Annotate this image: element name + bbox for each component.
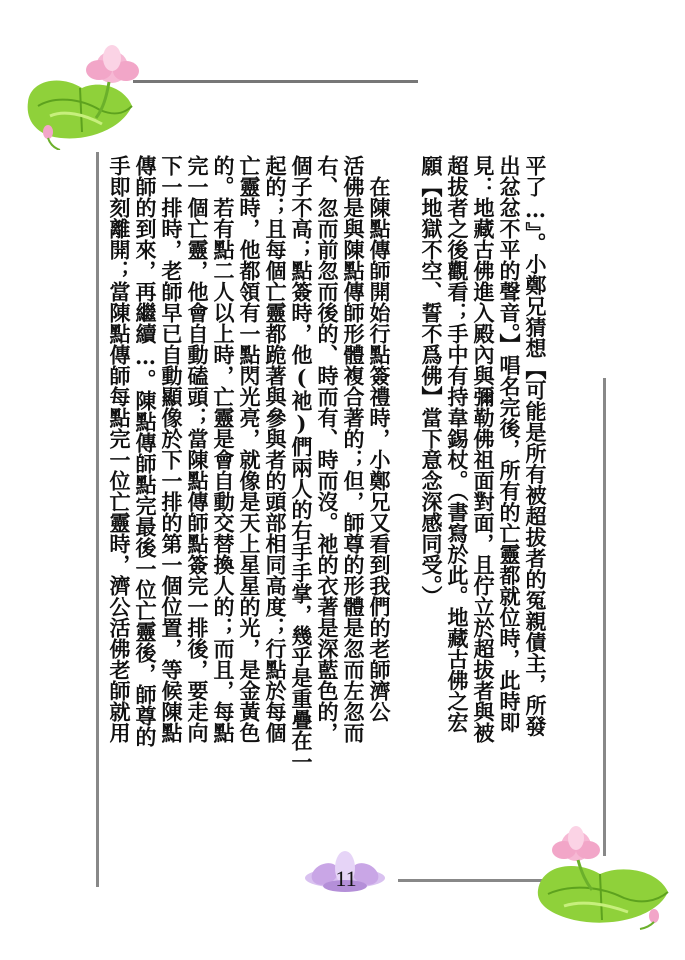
text-column: 超拔者之後觀看；手中有持韋錫杖。（書寫於此。地藏古佛之宏 [445, 155, 470, 733]
text-column: 活佛是與陳點傳師形體複合著的；但，師尊的形體是忽而左忽而 [341, 155, 366, 743]
vertical-text-body [108, 155, 546, 847]
lotus-leaf-top-left-icon [20, 40, 155, 150]
text-column: 完一個亡靈，他會自動磕頭；當陳點傳師點簽完一排後，要走向 [185, 155, 210, 743]
page-number: 11 [335, 866, 357, 891]
text-column: 願【地獄不空、誓不爲佛】當下意念深感同受。） [419, 155, 444, 607]
text-column: 見：地藏古佛進入殿內與彌勒佛祖面對面，且佇立於超拔者與被 [471, 155, 496, 743]
text-column: 的。若有點二人以上時，亡靈是會自動交替換人的；而且，每點 [211, 155, 236, 743]
text-column: 平了…』。小鄭兄猜想【可能是所有被超拔者的冤親債主，所發 [523, 155, 548, 737]
text-column: 在陳點傳師開始行點簽禮時，小鄭兄又看到我們的老師濟公 [367, 155, 392, 722]
text-column: 起的；且每個亡靈都跪著與參與者的頭部相同高度；行點於每個 [263, 155, 288, 743]
text-column: 手即刻離開；當陳點傳師每點完一位亡靈時，濟公活佛老師就用 [107, 155, 132, 743]
text-column: 下一排時，老師早已自動顯像於下一排的第一個位置，等候陳點 [159, 155, 184, 743]
frame-line-top [133, 80, 418, 83]
lotus-leaf-bottom-right-icon [528, 820, 678, 930]
text-column: 個子不高；點簽時，他(祂)們兩人的右手手掌，幾乎是重疊在一 [289, 155, 314, 772]
text-column: 右、忽而前忽而後的、時而有、時而沒。祂的衣著是深藍色的， [315, 155, 340, 743]
text-column: 亡靈時，他都領有一點閃光亮，就像是天上星星的光，是金黃色 [237, 155, 262, 743]
text-column: 出忿忿不平的聲音。】唱名完後，所有的亡靈都就位時，此時即 [497, 155, 522, 733]
text-column: 傳師的到來，再繼續…。陳點傳師點完最後一位亡靈後，師尊的 [133, 155, 158, 747]
frame-line-bottom [398, 879, 548, 882]
frame-line-left [96, 152, 99, 887]
frame-line-right [603, 378, 606, 856]
